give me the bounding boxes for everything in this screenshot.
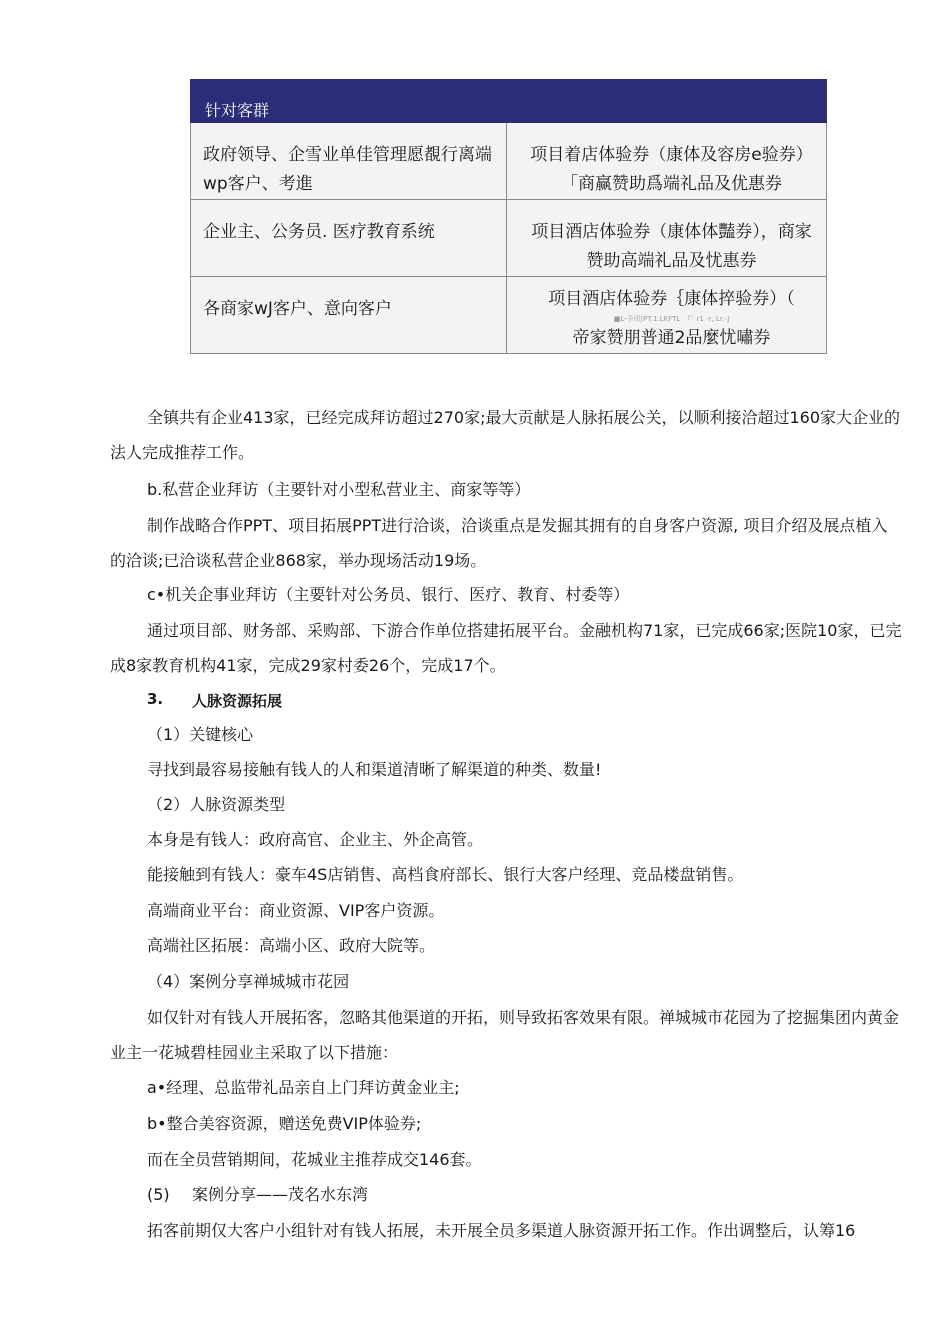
- subsection-heading: 案例分享——茂名水东湾: [192, 1185, 369, 1204]
- section-title: 人脉资源拓展: [192, 692, 283, 710]
- table-row: [191, 200, 827, 277]
- table-header-row: [191, 80, 827, 123]
- list-item: a•经理、总监带礼品亲自上门拜访黄金业主;: [147, 1078, 460, 1097]
- section-number: 3.: [147, 690, 164, 708]
- table-header-cell: [507, 80, 827, 123]
- paragraph: 全镇共有企业413家，已经完成拜访超过270家;最大贡献是人脉拓展公关，以顺利接洽超过160家大企业的法人完成推荐工作。: [110, 408, 901, 462]
- subheading-b: b.私营企业拜访（主要针对小型私营业主、商家等等）: [147, 480, 531, 499]
- paragraph: 如仅针对有钱人开展拓客，忽略其他渠道的开拓，则导致拓客效果有限。禅城城市花园为了挖掘集团内黄金业主一花城碧桂园业主采取了以下措施：: [110, 1008, 900, 1062]
- table-row: [191, 277, 827, 354]
- subsection-number: (5): [147, 1185, 170, 1204]
- table-header-cell: [191, 80, 507, 123]
- text-line: 本身是有钱人：政府高官、企业主、外企高管。: [147, 830, 484, 849]
- list-item: b•整合美容资源，赠送免费VIP体验券;: [147, 1114, 422, 1133]
- paragraph: 制作战略合作PPT、项目拓展PPT进行洽谈，洽谈重点是发掘其拥有的自身客户资源, 项目介绍及展点植入的洽谈;已洽谈私营企业868家，举办现场活动19场。: [110, 516, 888, 570]
- cell-small-text: ■L-予印|PT:1.LKFTL 『「 r1 -r,.Lr.-J: [613, 315, 730, 323]
- text-line: 高端商业平台：商业资源、VIP客户资源。: [147, 901, 445, 920]
- text-line: 拓客前期仅大客户小组针对有钱人拓展，未开展全员多渠道人脉资源开拓工作。作出调整后，认筹16: [147, 1221, 856, 1240]
- table-cell: 项目酒店体验券（康体体豔券），商家赞助高端礼品及忧惠券: [507, 200, 827, 277]
- client-group-table: [190, 79, 827, 354]
- table-cell: [507, 277, 827, 354]
- table-row: [191, 123, 827, 200]
- header-label: 针对客群: [205, 101, 270, 120]
- subsection-heading: （4）案例分享禅城城市花园: [147, 972, 350, 991]
- text-line: 寻找到最容易接触有钱人的人和渠道清晰了解渠道的种类、数量!: [147, 760, 602, 779]
- text-line: 能接触到有钱人：豪车4S店销售、高档食府部长、银行大客户经理、竞品楼盘销售。: [147, 865, 744, 884]
- cell-line: 帝家赞朋普通2品麼忧嘯券: [572, 328, 771, 348]
- subsection-heading: （2）人脉资源类型: [147, 795, 286, 814]
- text-line: 高端社区拓展：高端小区、政府大院等。: [147, 936, 436, 955]
- paragraph: 通过项目部、财务部、采购部、下游合作单位搭建拓展平台。金融机构71家，已完成66家;医院10家，已完成8家教育机构41家，完成29家村委26个，完成17个。: [110, 621, 902, 675]
- table-cell: 企业主、公务员. 医疗教育系统: [191, 200, 507, 277]
- subheading-c: c•机关企事业拜访（主要针对公务员、银行、医疗、教育、村委等）: [147, 585, 630, 604]
- text-line: 而在全员营销期间，花城业主推荐成交146套。: [147, 1150, 482, 1169]
- table-cell: 项目着店体验券（康体及容房e验券）「商赢赞助爲端礼品及优惠券: [507, 123, 827, 200]
- table-cell: 各商家wJ客户、意向客户: [191, 277, 507, 354]
- cell-line: 项目酒店体验券｛康体捽验券）（: [548, 289, 795, 309]
- subsection-heading: （1）关键核心: [147, 725, 254, 744]
- table-cell: 政府领导、企雪业单佳管理愿覩行离端wp客户、考進: [191, 123, 507, 200]
